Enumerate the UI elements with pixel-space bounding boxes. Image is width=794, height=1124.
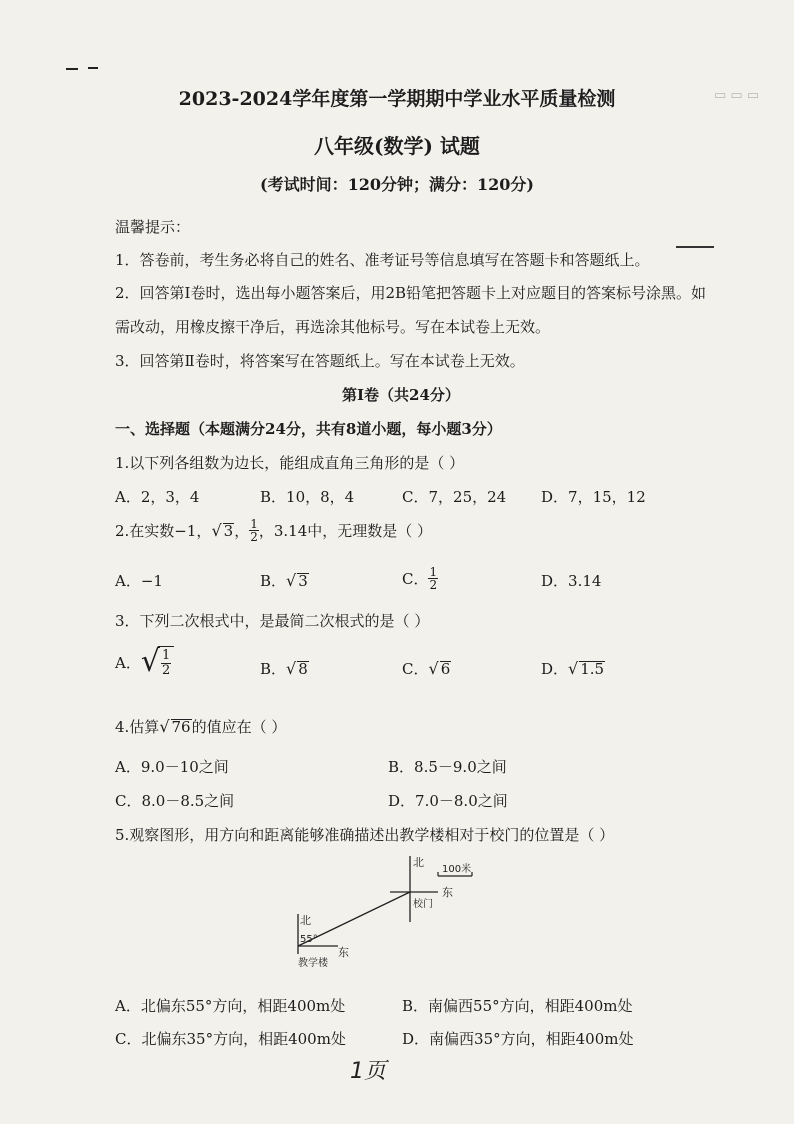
q2-stem-prefix: 2.在实数−1， [115,522,212,540]
label-east-bottom: 东 [338,946,349,959]
notice-item: 3．回答第Ⅱ卷时，将答案写在答题纸上。写在本试卷上无效。 [115,352,525,370]
sqrt-symbol: √ [428,659,439,678]
frac-num: 1 [250,517,258,531]
question-1-option-b: B．10，8，4 [260,488,355,506]
question-3-option-c [402,658,451,679]
question-3-option-b [260,658,309,679]
question-4-stem [115,716,286,737]
option-sqrt-fraction [141,646,174,678]
question-5-option-d: D．南偏西35°方向，相距400m处 [402,1030,634,1048]
label-north-bottom: 北 [300,914,311,927]
question-5-option-c: C．北偏东35°方向，相距400m处 [115,1030,346,1048]
question-4-option-d: D．7.0－8.0之间 [388,792,508,810]
part-title: 一、选择题（本题满分24分，共有8道小题，每小题3分） [115,420,502,438]
sqrt-symbol: √ [286,571,297,590]
label-scale: 100米 [442,864,472,875]
q2-stem-suffix: ，3.14中，无理数是（ ） [258,522,433,540]
sqrt-symbol: √ [140,644,160,679]
sqrt-symbol: √ [568,659,579,678]
label-building: 教学楼 [298,958,328,969]
question-2-option-c [402,566,438,591]
label-angle: 55° [300,934,318,945]
question-5-option-b: B．南偏西55°方向，相距400m处 [402,997,633,1015]
question-1-option-c: C．7，25，24 [402,488,507,506]
q2-stem-sqrt: 3 [223,521,234,540]
option-sqrt: 8 [298,660,308,678]
frac-den: 2 [250,530,258,544]
option-label: D． [541,660,569,678]
q2-stem-comma: ， [234,522,250,540]
sqrt-symbol: √ [286,659,297,678]
question-1-option-a: A．2，3，4 [115,488,200,506]
exam-subtitle: 八年级(数学) 试题 [314,134,480,158]
paper-title: 第Ⅰ卷（共24分） [342,386,460,404]
option-sqrt: 3 [298,572,308,590]
question-1-option-d: D．7，15，12 [541,488,646,506]
label-north-top: 北 [413,856,424,869]
exam-info: (考试时间：120分钟；满分：120分) [260,175,534,194]
frac-num: 1 [429,565,438,579]
scan-mark [66,68,78,70]
frac-den: 2 [429,578,438,592]
option-sqrt: 1.5 [580,660,605,678]
question-3-option-d [541,658,605,679]
bleed-mark [676,246,714,248]
sqrt-radicand [158,646,174,678]
option-label: A． [115,653,141,672]
question-4-option-a: A．9.0－10之间 [115,758,229,776]
label-east-top: 东 [442,886,453,899]
scan-mark [88,67,98,69]
question-5-option-a: A．北偏东55°方向，相距400m处 [115,997,346,1015]
option-label: B． [260,660,287,678]
q4-stem-suffix: 的值应在（ ） [191,718,287,736]
q2-stem-fraction [249,518,259,543]
option-label: B． [260,572,287,590]
option-sqrt: 6 [440,660,451,678]
notice-item: 需改动，用橡皮擦干净后，再选涂其他标号。写在本试卷上无效。 [115,318,551,336]
question-2-option-d: D．3.14 [541,572,602,590]
sqrt-symbol: √ [159,717,170,736]
question-5-stem: 5.观察图形，用方向和距离能够准确描述出教学楼相对于校门的位置是（ ） [115,826,615,844]
bleed-mark: ▭ ▭ ▭ [714,88,760,103]
question-3-option-a [115,646,174,678]
sqrt-symbol: √ [211,521,222,540]
option-label: C． [402,570,429,588]
label-school-gate: 校门 [413,899,433,910]
frac-num: 1 [161,648,171,663]
q4-stem-prefix: 4.估算 [115,718,160,736]
question-1-stem: 1.以下列各组数为边长，能组成直角三角形的是（ ） [115,454,465,472]
notice-heading: 温馨提示： [115,218,191,236]
question-4-option-c: C．8.0－8.5之间 [115,792,235,810]
direction-figure [250,852,510,982]
frac-den: 2 [161,663,171,678]
page-number-handwritten: 1页 [350,1059,386,1084]
option-label: C． [402,660,429,678]
notice-item: 2．回答第Ⅰ卷时，选出每小题答案后，用2B铅笔把答题卡上对应题目的答案标号涂黑。如 [115,284,707,302]
question-2-stem [115,518,432,543]
option-fraction [428,566,438,591]
question-2-option-b [260,570,309,591]
q4-stem-sqrt: 76 [171,718,191,736]
question-2-option-a: A．−1 [115,572,163,590]
question-4-option-b: B．8.5－9.0之间 [388,758,507,776]
notice-item: 1．答卷前，考生务必将自己的姓名、准考证号等信息填写在答题卡和答题纸上。 [115,251,650,269]
exam-title: 2023-2024学年度第一学期期中学业水平质量检测 [178,88,616,110]
option-fraction [161,649,171,678]
question-3-stem: 3．下列二次根式中，是最简二次根式的是（ ） [115,612,430,630]
